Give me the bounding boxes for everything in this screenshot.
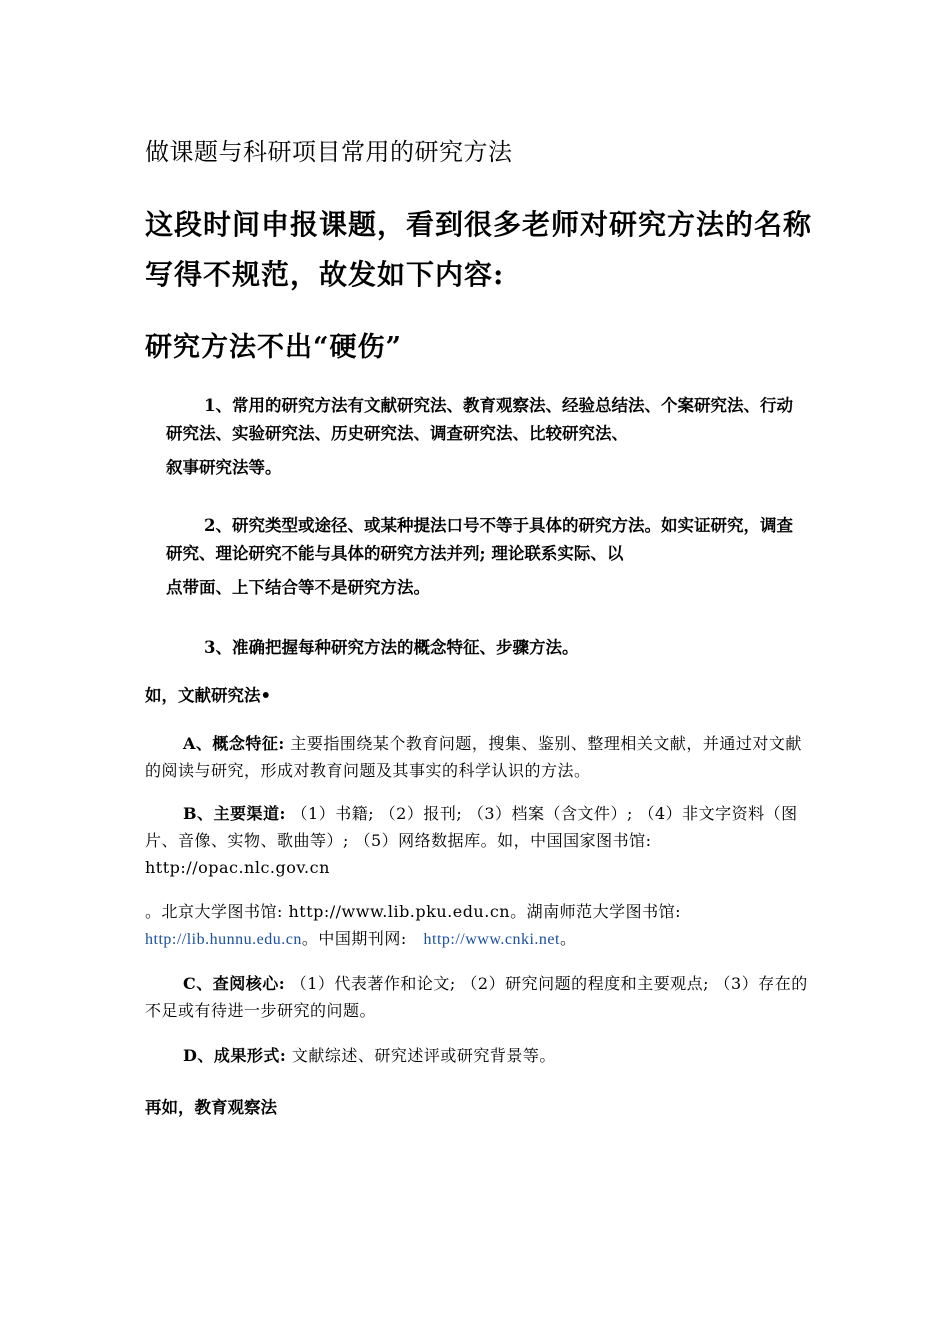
hunnu-library-link[interactable]: http://lib.hunnu.edu.cn	[145, 931, 302, 948]
link-end-punct: 。	[559, 929, 577, 948]
rule-paragraph-1	[166, 392, 806, 488]
item-c-core	[145, 970, 810, 1024]
section-heading: 研究方法不出“硬伤”	[145, 332, 403, 363]
item-d-text: 文献综述、研究述评或研究背景等。	[286, 1046, 556, 1065]
cnki-label: 。中国期刊网:	[301, 929, 407, 948]
example-heading-observation: 再如，教育观察法	[145, 1098, 277, 1117]
document-title: 做课题与科研项目常用的研究方法	[145, 138, 513, 166]
rule-1-text: 1、常用的研究方法有文献研究法、教育观察法、经验总结法、个案研究法、行动研究法、实验研究法、历史研究法、调查研究法、比较研究法、	[166, 396, 793, 443]
item-b-continuation	[145, 898, 810, 953]
item-d-output	[145, 1042, 810, 1069]
item-d-label: D、成果形式:	[183, 1046, 287, 1065]
item-b-channels	[145, 800, 810, 881]
item-a-concept	[145, 730, 810, 784]
rule-paragraph-3	[166, 634, 806, 662]
rule-paragraph-2	[166, 512, 806, 608]
rule-2-text: 2、研究类型或途径、或某种提法口号不等于具体的研究方法。如实证研究，调查研究、理论研究不能与具体的研究方法并列; 理论联系实际、以	[166, 516, 793, 563]
item-b-label: B、主要渠道:	[183, 804, 286, 823]
intro-paragraph: 这段时间申报课题，看到很多老师对研究方法的名称写得不规范，故发如下内容:	[145, 208, 813, 291]
rule-3-text: 3、准确把握每种研究方法的概念特征、步骤方法。	[204, 638, 579, 657]
item-c-text: （1）代表著作和论文; （2）研究问题的程度和主要观点; （3）存在的不足或有待进一步研究的问题。	[145, 974, 808, 1020]
item-a-label: A、概念特征:	[183, 734, 285, 753]
item-b-text: （1）书籍; （2）报刊; （3）档案（含文件）; （4）非文字资料（图片、音像、实物、歌曲等）; （5）网络数据库。如，中国国家图书馆: http://opac.nlc.gov.cn	[145, 804, 798, 877]
rule-2-last-line: 点带面、上下结合等不是研究方法。	[166, 578, 430, 597]
cnki-link[interactable]: http://www.cnki.net	[423, 931, 560, 948]
item-a-text: 主要指围绕某个教育问题，搜集、鉴别、整理相关文献，并通过对文献的阅读与研究，形成对教育问题及其事实的科学认识的方法。	[145, 734, 802, 780]
item-c-label: C、查阅核心:	[183, 974, 286, 993]
rule-1-last-line: 叙事研究法等。	[166, 458, 282, 477]
item-b-continuation-text: 。北京大学图书馆: http://www.lib.pku.edu.cn。湖南师范大学图书馆:	[145, 902, 681, 921]
example-heading-literature: 如，文献研究法•	[145, 686, 272, 705]
